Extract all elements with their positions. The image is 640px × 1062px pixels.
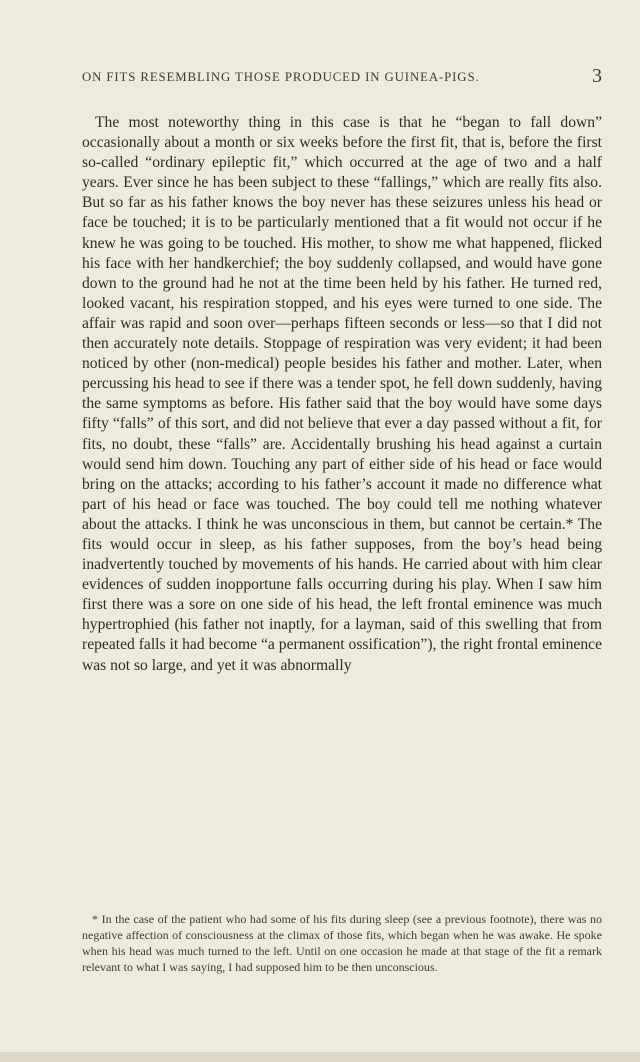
page-header [82, 65, 602, 90]
page-bottom-edge [0, 1052, 640, 1062]
running-head: ON FITS RESEMBLING THOSE PRODUCED IN GUINEA-PIGS. [82, 70, 480, 84]
footnote: * In the case of the patient who had some of his fits during sleep (see a previous footnote), there was no negative affection of consciousness at the climax of those fits, which began when he was awake. He spoke when his head was much turned to the left. Until on one occasion he made at that stage of the fit a remark relevant to what I was saying, I had supposed him to be then unconscious. [82, 912, 602, 975]
page-number: 3 [592, 65, 602, 87]
body-paragraph: The most noteworthy thing in this case is that he “began to fall down” occasionally about a month or six weeks before the first fit, that is, before the first so-called “ordinary epileptic fit,” which occurred at the age of two and a half years. Ever since he has been subject to these “fallings,” which are really fits also. But so far as his father knows the boy never has these seizures unless his head or face be touched; it is to be particularly mentioned that a fit would not occur if he knew he was going to be touched. His mother, to show me what happened, flicked his face with her handkerchief; the boy suddenly collapsed, and would have gone down to the ground had he not at the time been held by his father. He turned red, looked vacant, his respiration stopped, and his eyes were turned to one side. The affair was rapid and soon over—perhaps fifteen seconds or less—so that I did not then accurately note details. Stoppage of respiration was very evident; it had been noticed by other (non-medical) people besides his father and mother. Later, when percussing his head to see if there was a tender spot, he fell down suddenly, having the same symptoms as before. His father said that the boy would have some days fifty “falls” of this sort, and did not believe that ever a day passed without a fit, for fits, no doubt, these “falls” are. Accidentally brushing his head against a curtain would send him down. Touching any part of either side of his head or face would bring on the attacks; according to his father’s account it made no difference what part of his head or face was touched. The boy could tell me nothing whatever about the attacks. I think he was unconscious in them, but cannot be certain.* The fits would occur in sleep, as his father supposes, from the boy’s head being inadvertently touched by movements of his hands. He carried about with him clear evidences of sudden inopportune falls occurring during his play. When I saw him first there was a sore on one side of his head, the left frontal eminence was much hypertrophied (his father not inaptly, for a layman, said of this swelling that from repeated falls it had become “a permanent ossification”), the right frontal eminence was not so large, and yet it was abnormally [82, 114, 602, 674]
